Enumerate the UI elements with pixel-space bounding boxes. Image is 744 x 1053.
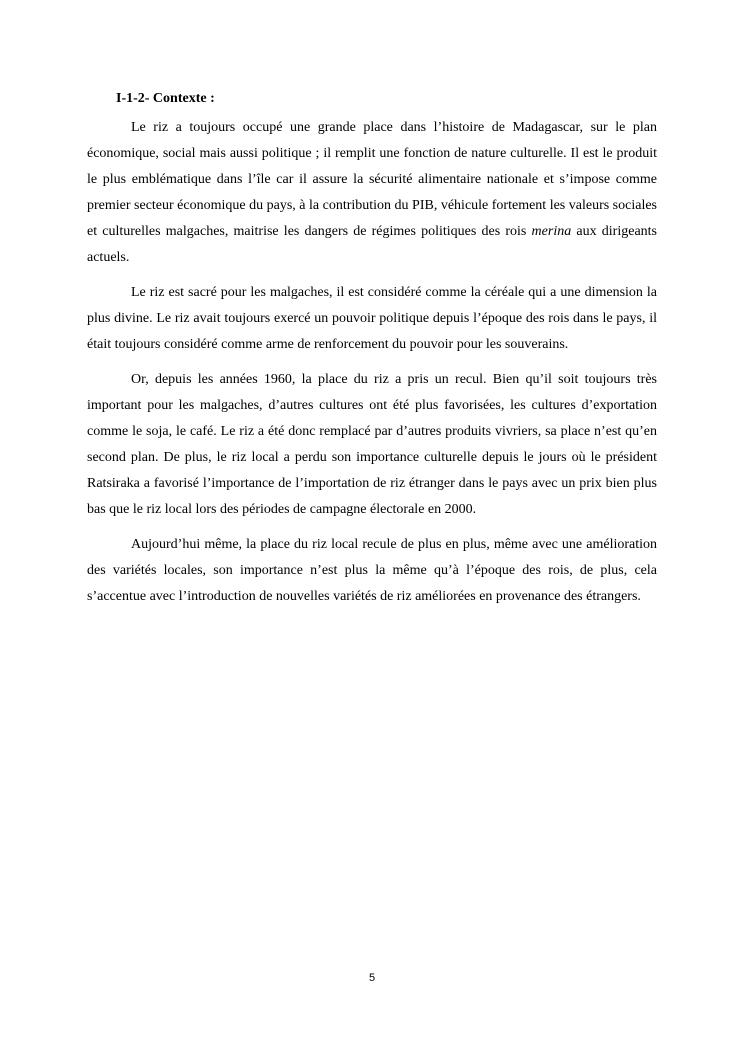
paragraph-1-italic-term: merina <box>531 224 572 239</box>
paragraph-4: Aujourd’hui même, la place du riz local recule de plus en plus, même avec une amélioration des variétés locales, son importance n’est plus la même qu’à l’époque des rois, de plus, cela s’accentue avec l’introduction de nouvelles variétés de riz améliorées en provenance des étrangers. <box>87 537 657 604</box>
paragraph-1-text-end: aux dirigeants actuels. <box>87 224 657 265</box>
paragraph-1 <box>87 115 657 271</box>
paragraph-1-text-start: Le riz a toujours occupé une grande place dans l’histoire de Madagascar, sur le plan économique, social mais aussi politique ; il remplit une fonction de nature culturelle. Il est le produit le plus emblématique dans l’île car il assure la sécurité alimentaire nationale et s’impose comme premier secteur économique du pays, à la contribution du PIB, véhicule fortement les valeurs sociales et culturelles malgaches, maitrise les dangers de régimes politiques des rois <box>87 120 657 239</box>
paragraph-3: Or, depuis les années 1960, la place du riz a pris un recul. Bien qu’il soit toujours très important pour les malgaches, d’autres cultures ont été plus favorisées, les cultures d’exportation comme le soja, le café. Le riz a été donc remplacé par d’autres produits vivriers, sa place n’est qu’en second plan. De plus, le riz local a perdu son importance culturelle depuis le jours où le président Ratsiraka a favorisé l’importance de l’importation de riz étranger dans le pays avec un prix bien plus bas que le riz local lors des périodes de campagne électorale en 2000. <box>87 372 657 517</box>
section-heading: I-1-2- Contexte : <box>116 91 215 106</box>
body-text <box>87 115 657 619</box>
page-number: 5 <box>368 972 376 984</box>
paragraph-2: Le riz est sacré pour les malgaches, il est considéré comme la céréale qui a une dimension la plus divine. Le riz avait toujours exercé un pouvoir politique depuis l’époque des rois dans le pays, il était toujours considéré comme arme de renforcement du pouvoir pour les souverains. <box>87 285 657 352</box>
